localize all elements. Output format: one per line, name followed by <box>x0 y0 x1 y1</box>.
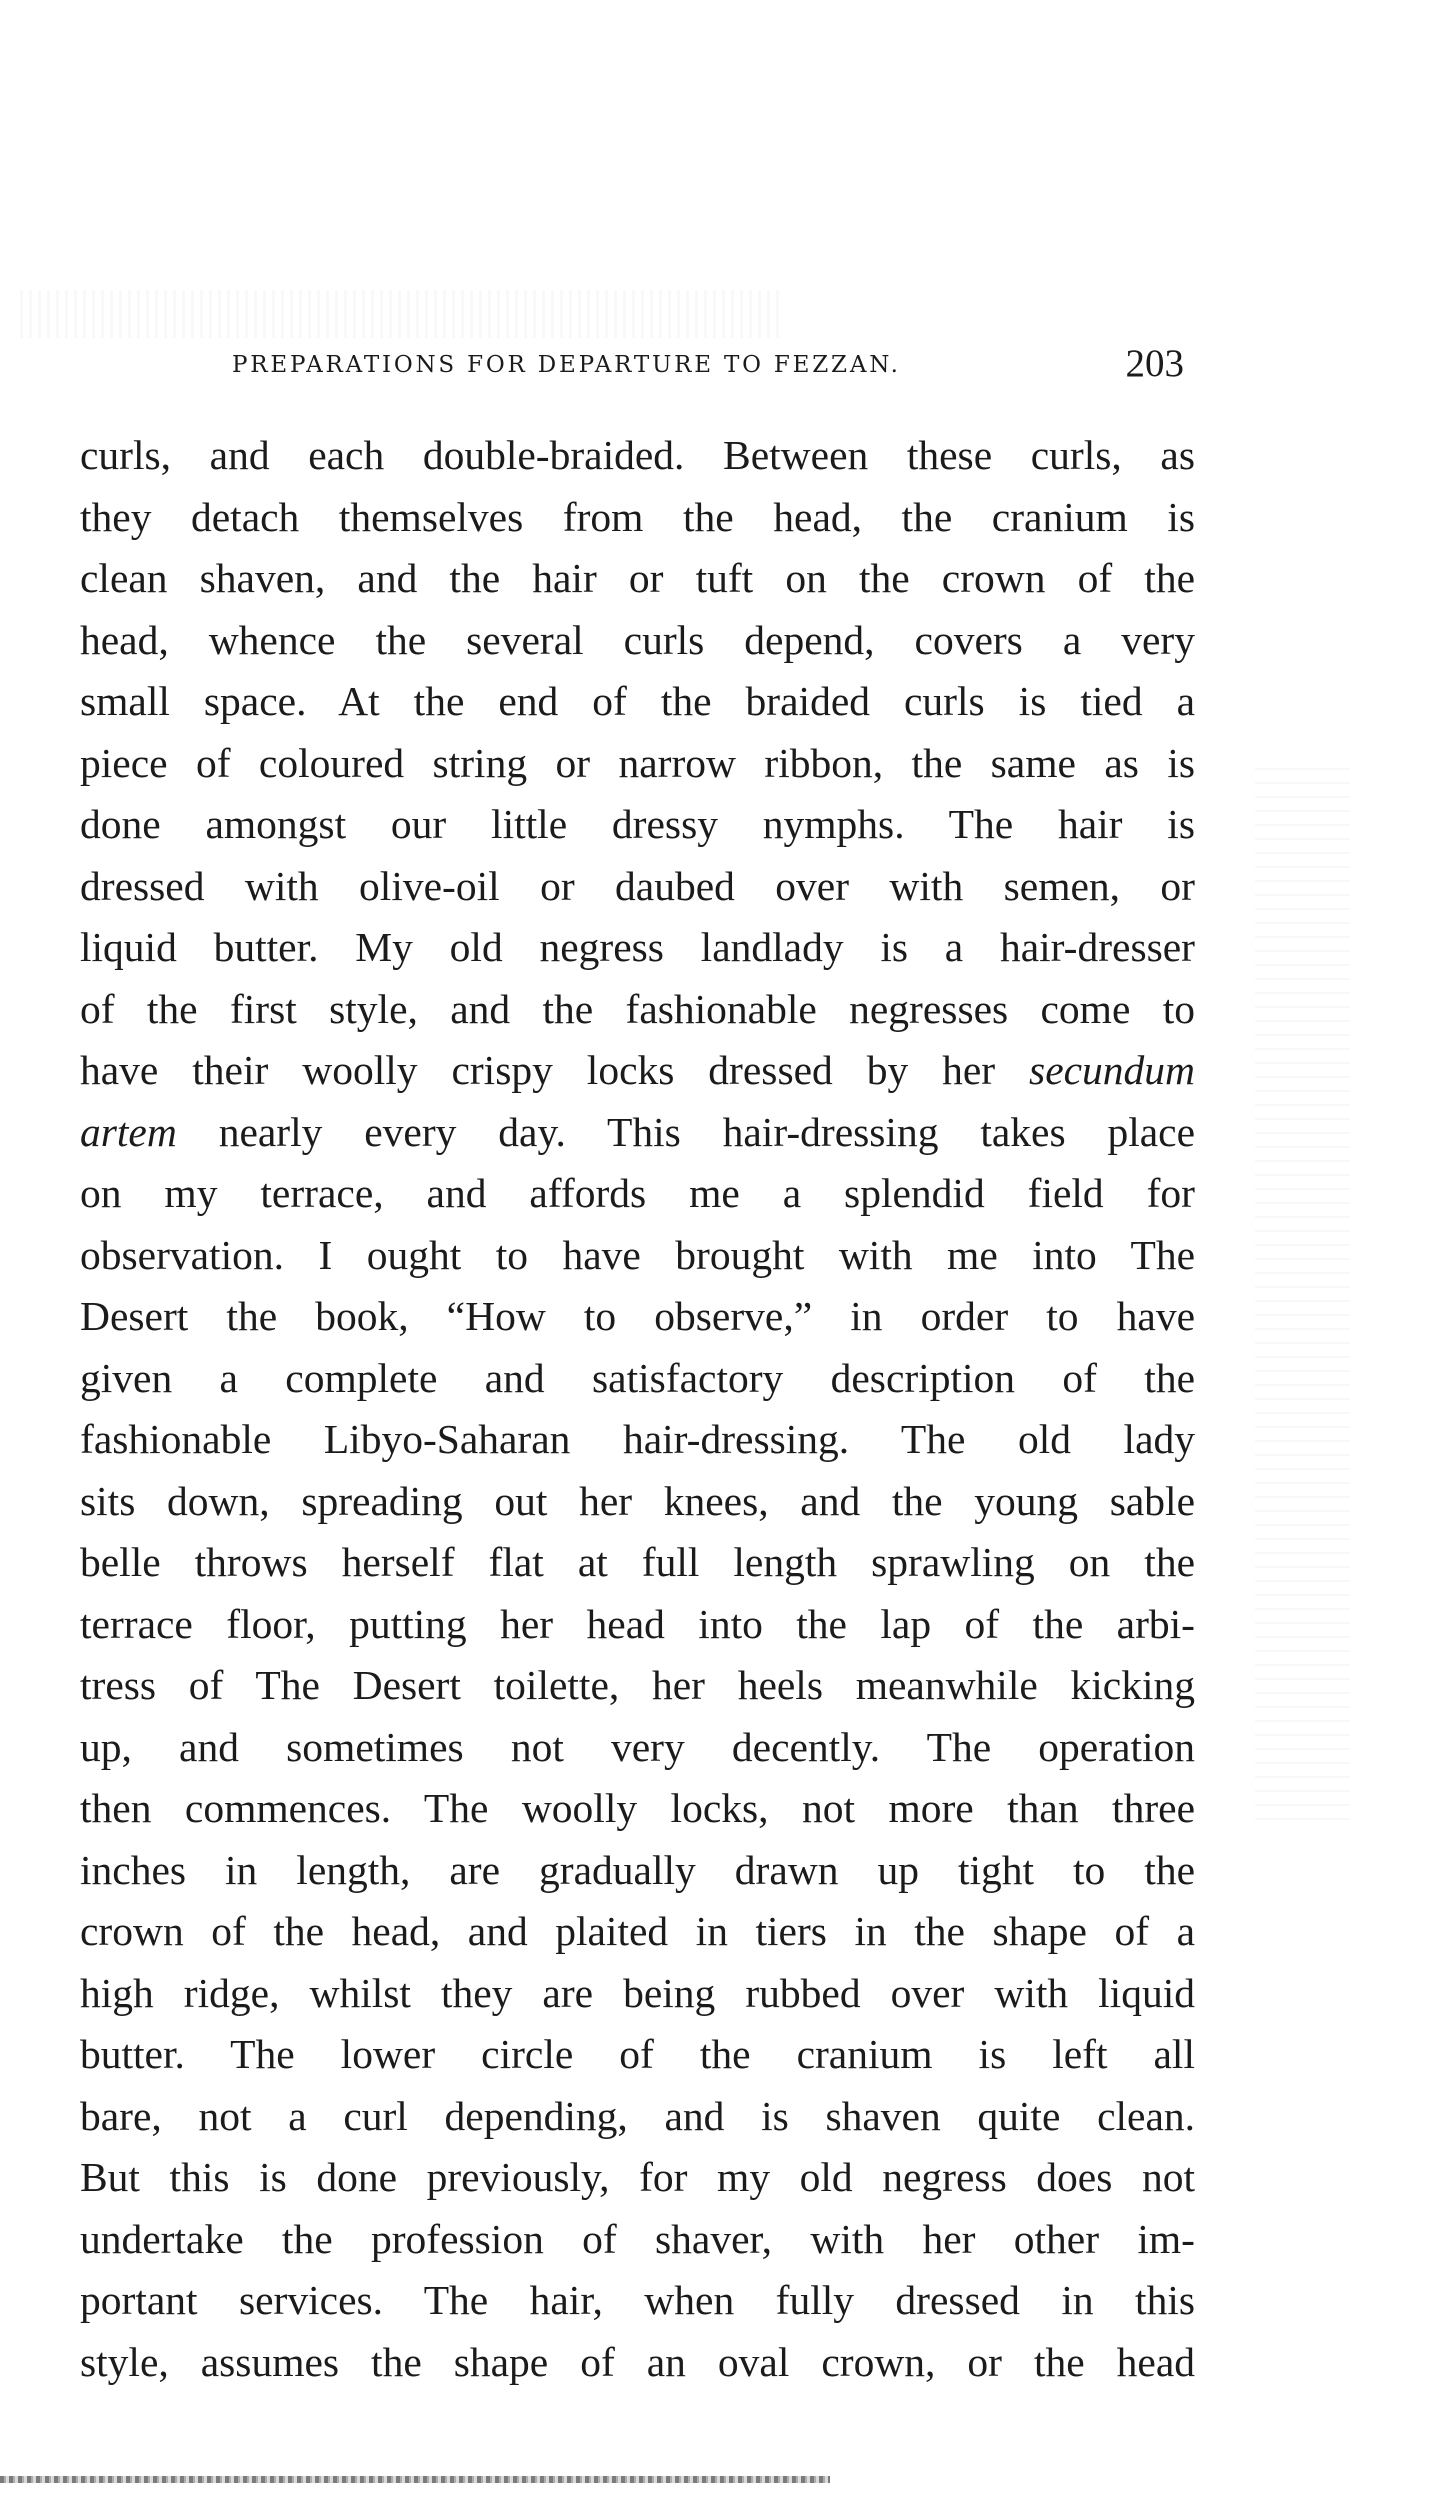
text-line: Desert the book, “How to observe,” in order to have <box>80 1293 1195 1339</box>
text-line: belle throws herself flat at full length sprawling on the <box>80 1539 1195 1585</box>
text-line: butter. The lower circle of the cranium is left all <box>80 2031 1195 2077</box>
text-line: small space. At the end of the braided curls is tied a <box>80 678 1195 724</box>
body-text <box>80 425 1195 2393</box>
text-line-with-italic <box>80 1040 1195 1102</box>
text-line: then commences. The woolly locks, not more than three <box>80 1785 1195 1831</box>
text-line: of the first style, and the fashionable negresses come to <box>80 985 1195 1032</box>
page-edge-rule <box>0 2476 830 2483</box>
text-line: dressed with olive-oil or daubed over with semen, or <box>80 862 1195 909</box>
text-line: terrace floor, putting her head into the lap of the arbi- <box>80 1600 1195 1647</box>
text-line: done amongst our little dressy nymphs. The hair is <box>80 801 1195 847</box>
text-line: crown of the head, and plaited in tiers in the shape of a <box>80 1908 1195 1954</box>
text-line: fashionable Libyo-Saharan hair-dressing. The old lady <box>80 1416 1195 1462</box>
text-segment: have their woolly crispy locks dressed by her <box>80 1047 996 1093</box>
text-line: inches in length, are gradually drawn up tight to the <box>80 1846 1195 1893</box>
text-line: piece of coloured string or narrow ribbon, the same as is <box>80 739 1195 786</box>
text-line: clean shaven, and the hair or tuft on the crown of the <box>80 555 1195 601</box>
text-line: bare, not a curl depending, and is shaven quite clean. <box>80 2092 1195 2139</box>
text-line: sits down, spreading out her knees, and the young sable <box>80 1477 1195 1524</box>
text-line-with-italic <box>80 1102 1195 1164</box>
text-line: curls, and each double-braided. Between these curls, as <box>80 432 1195 478</box>
italic-term: secundum <box>1029 1047 1196 1093</box>
text-line: on my terrace, and affords me a splendid field for <box>80 1170 1195 1216</box>
text-line: undertake the profession of shaver, with her other im- <box>80 2215 1195 2262</box>
text-line: given a complete and satisfactory description of the <box>80 1354 1195 1401</box>
text-line: observation. I ought to have brought with me into The <box>80 1231 1195 1278</box>
margin-bleed-through <box>1255 760 1350 1820</box>
text-line: portant services. The hair, when fully dressed in this <box>80 2277 1195 2323</box>
text-line: high ridge, whilst they are being rubbed over with liquid <box>80 1969 1195 2016</box>
text-line: liquid butter. My old negress landlady is a hair-dresser <box>80 924 1195 970</box>
text-line: head, whence the several curls depend, covers a very <box>80 616 1195 663</box>
text-line: But this is done previously, for my old negress does not <box>80 2154 1195 2200</box>
text-line: up, and sometimes not very decently. The operation <box>80 1723 1195 1770</box>
text-line: tress of The Desert toilette, her heels meanwhile kicking <box>80 1662 1195 1708</box>
bleed-through-smudge <box>20 290 780 338</box>
running-title: PREPARATIONS FOR DEPARTURE TO FEZZAN. <box>232 352 901 378</box>
running-head <box>232 336 1202 396</box>
text-segment: nearly every day. This hair-dressing takes place <box>218 1108 1196 1155</box>
text-line: style, assumes the shape of an oval crown, or the head <box>80 2338 1195 2385</box>
text-line: they detach themselves from the head, the cranium is <box>80 493 1195 540</box>
italic-term: artem <box>80 1108 177 1155</box>
page-number: 203 <box>1125 342 1184 385</box>
